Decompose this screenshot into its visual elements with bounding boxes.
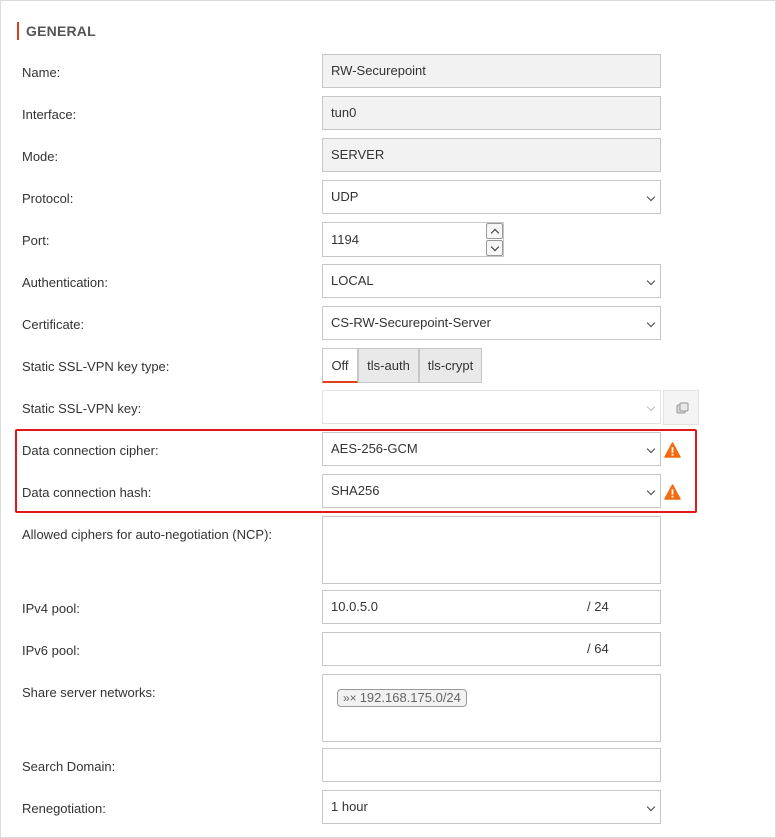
name-field[interactable]: RW-Securepoint bbox=[322, 54, 661, 88]
key-type-label: Static SSL-VPN key type: bbox=[22, 359, 170, 374]
tag-remove-icon[interactable]: »× bbox=[343, 691, 357, 705]
chevron-down-icon bbox=[647, 193, 655, 201]
interface-field[interactable]: tun0 bbox=[322, 96, 661, 130]
certificate-label: Certificate: bbox=[22, 317, 85, 332]
key-type-off-button[interactable]: Off bbox=[322, 348, 358, 383]
chevron-down-icon bbox=[647, 403, 655, 411]
chevron-down-icon bbox=[647, 319, 655, 327]
renegotiation-label: Renegotiation: bbox=[22, 801, 106, 816]
authentication-value: LOCAL bbox=[331, 273, 374, 288]
renegotiation-value: 1 hour bbox=[331, 799, 368, 814]
chevron-down-icon bbox=[647, 803, 655, 811]
chevron-down-icon bbox=[647, 277, 655, 285]
ipv6-prefix-length: / 64 bbox=[587, 641, 609, 656]
certificate-value: CS-RW-Securepoint-Server bbox=[331, 315, 491, 330]
hash-value: SHA256 bbox=[331, 483, 380, 498]
chevron-down-icon bbox=[647, 445, 655, 453]
port-value: 1194 bbox=[331, 232, 359, 247]
port-increment-button[interactable] bbox=[486, 223, 503, 239]
network-tag-label: 192.168.175.0/24 bbox=[359, 690, 461, 705]
name-label: Name: bbox=[22, 65, 61, 80]
authentication-label: Authentication: bbox=[22, 275, 109, 290]
port-label: Port: bbox=[22, 233, 50, 248]
key-label: Static SSL-VPN key: bbox=[22, 401, 142, 416]
port-decrement-button[interactable] bbox=[486, 240, 503, 256]
cipher-value: AES-256-GCM bbox=[331, 441, 418, 456]
warning-icon bbox=[664, 442, 681, 458]
section-title: GENERAL bbox=[17, 22, 96, 40]
key-type-tls-auth-button[interactable]: tls-auth bbox=[358, 348, 419, 383]
ipv4-pool-value: 10.0.5.0 bbox=[331, 599, 378, 614]
protocol-select[interactable] bbox=[322, 180, 661, 214]
port-stepper[interactable] bbox=[322, 222, 504, 257]
share-networks-input[interactable] bbox=[322, 674, 661, 742]
certificate-select[interactable] bbox=[322, 306, 661, 340]
key-type-tls-crypt-button[interactable]: tls-crypt bbox=[419, 348, 482, 383]
mode-field[interactable]: SERVER bbox=[322, 138, 661, 172]
mode-label: Mode: bbox=[22, 149, 59, 164]
cipher-select[interactable] bbox=[322, 432, 661, 466]
ipv4-pool-input[interactable] bbox=[322, 590, 661, 624]
ipv4-label: IPv4 pool: bbox=[22, 601, 80, 616]
ipv6-pool-input[interactable] bbox=[322, 632, 661, 666]
search-domain-input[interactable] bbox=[322, 748, 661, 782]
hash-label: Data connection hash: bbox=[22, 485, 152, 500]
interface-label: Interface: bbox=[22, 107, 77, 122]
chevron-down-icon bbox=[491, 243, 499, 251]
ipv6-label: IPv6 pool: bbox=[22, 643, 80, 658]
network-tag[interactable] bbox=[337, 689, 467, 707]
hash-select[interactable] bbox=[322, 474, 661, 508]
search-domain-label: Search Domain: bbox=[22, 759, 116, 774]
copy-icon bbox=[664, 391, 700, 426]
warning-icon bbox=[664, 484, 681, 500]
authentication-select[interactable] bbox=[322, 264, 661, 298]
ncp-input[interactable] bbox=[322, 516, 661, 584]
share-label: Share server networks: bbox=[22, 685, 156, 700]
protocol-value: UDP bbox=[331, 189, 359, 204]
chevron-up-icon bbox=[491, 229, 499, 237]
cipher-label: Data connection cipher: bbox=[22, 443, 159, 458]
key-select[interactable] bbox=[322, 390, 661, 424]
protocol-label: Protocol: bbox=[22, 191, 74, 206]
renegotiation-select[interactable] bbox=[322, 790, 661, 824]
ipv4-prefix-length: / 24 bbox=[587, 599, 609, 614]
chevron-down-icon bbox=[647, 487, 655, 495]
copy-key-button[interactable] bbox=[663, 390, 699, 425]
ncp-label: Allowed ciphers for auto-negotiation (NCP): bbox=[22, 527, 273, 542]
